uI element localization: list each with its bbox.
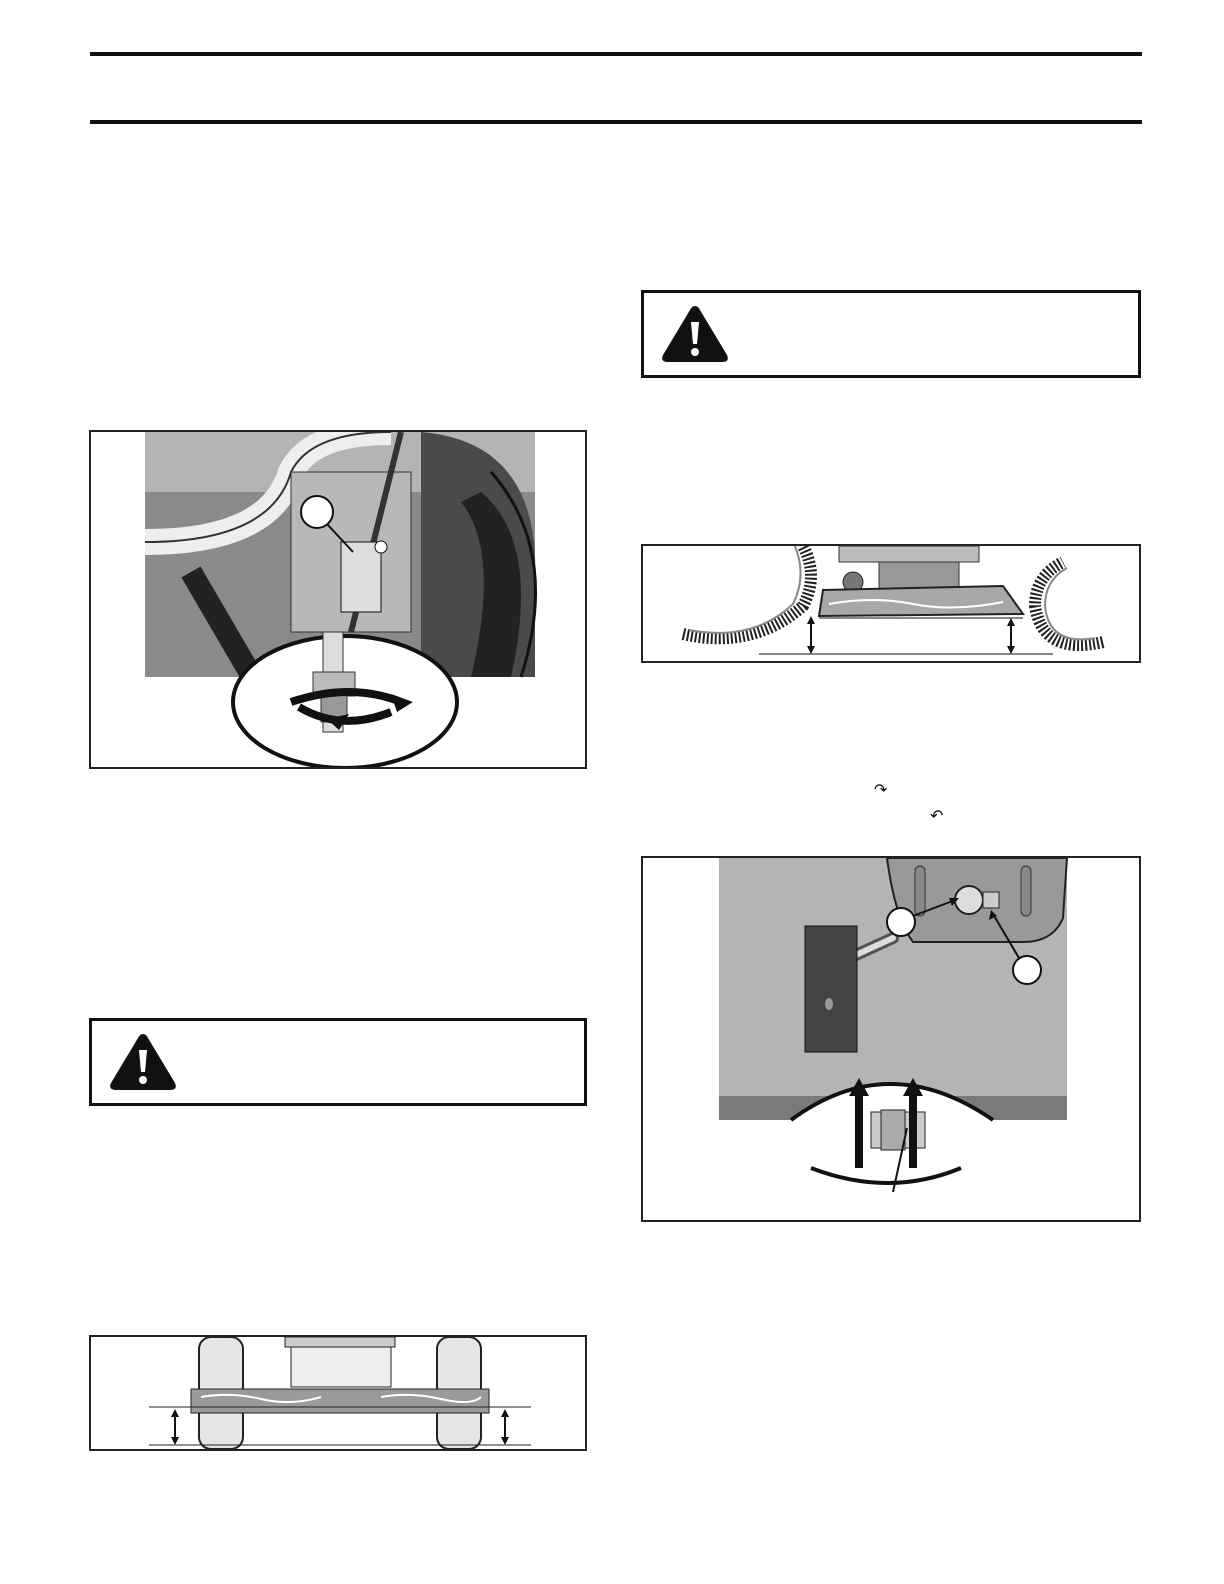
lift-link-illustration — [91, 432, 587, 769]
side-deck-height-figure — [641, 544, 1141, 663]
side-deck-illustration — [643, 546, 1141, 663]
front-deck-height-figure — [89, 1335, 587, 1451]
hanger-nut-illustration — [643, 858, 1141, 1222]
seat-lift-link-adjust-figure — [89, 430, 587, 769]
warning-box-left — [89, 1018, 587, 1106]
callout-circle — [301, 496, 333, 528]
header-rule-top — [90, 52, 1142, 56]
header-rule-bottom — [90, 120, 1142, 124]
front-deck-illustration — [91, 1337, 587, 1451]
callout-circle — [1013, 956, 1041, 984]
counterclockwise-arrow-icon: ↶ — [930, 806, 944, 825]
deck-hanger-nut-figure — [641, 856, 1141, 1222]
warning-triangle-icon — [660, 303, 730, 365]
warning-triangle-icon — [108, 1031, 178, 1093]
clockwise-arrow-icon: ↷ — [874, 780, 888, 799]
callout-circle — [887, 908, 915, 936]
warning-box-right — [641, 290, 1141, 378]
